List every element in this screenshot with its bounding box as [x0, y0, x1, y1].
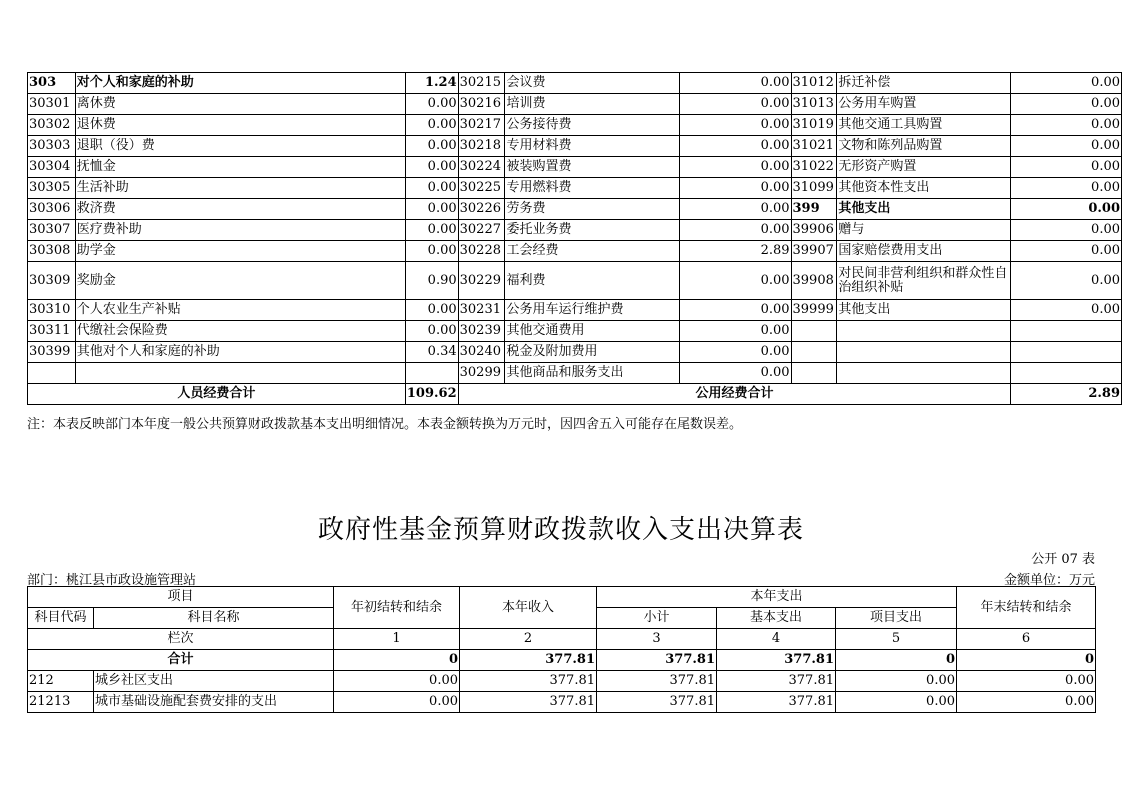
cell-name [837, 342, 1011, 363]
cell-amount: 0.00 [680, 300, 791, 321]
department-label: 部门：桃江县市政设施管理站 [27, 573, 197, 588]
cell-name: 对个人和家庭的补助 [75, 73, 405, 94]
cell-name: 其他资本性支出 [837, 178, 1011, 199]
table-row [28, 671, 1096, 692]
row-value: 377.81 [717, 692, 836, 713]
row-name: 城市基础设施配套费安排的支出 [94, 692, 334, 713]
basic-expenditure-table [27, 72, 1122, 405]
cell-amount: 0.00 [1011, 157, 1122, 178]
cell-code: 30225 [458, 178, 505, 199]
cell-code: 30309 [28, 262, 76, 300]
table-note: 注：本表反映部门本年度一般公共预算财政拨款基本支出明细情况。本表金额转换为万元时，因四舍五入可能存在尾数误差。 [27, 417, 743, 432]
cell-name: 助学金 [75, 241, 405, 262]
cell-amount: 0.00 [680, 199, 791, 220]
col-num: 1 [334, 629, 460, 650]
row-value: 377.81 [717, 671, 836, 692]
table-row [28, 363, 1122, 384]
row-value: 0.00 [957, 692, 1096, 713]
cell-name [837, 363, 1011, 384]
col-num: 6 [957, 629, 1096, 650]
row-value: 377.81 [460, 671, 597, 692]
cell-name: 培训费 [505, 94, 680, 115]
header-row-1 [28, 587, 1096, 608]
cell-amount: 0.00 [1011, 136, 1122, 157]
table-row [28, 300, 1122, 321]
total-label: 合计 [28, 650, 334, 671]
cell-amount [405, 363, 458, 384]
cell-code: 39907 [791, 241, 837, 262]
cell-name: 对民间非营利组织和群众性自治组织补贴 [837, 262, 1011, 300]
cell-name: 其他交通工具购置 [837, 115, 1011, 136]
cell-name: 无形资产购置 [837, 157, 1011, 178]
cell-code: 30240 [458, 342, 505, 363]
header-project-exp: 项目支出 [836, 608, 957, 629]
row-value: 377.81 [460, 692, 597, 713]
cell-amount: 0.00 [680, 73, 791, 94]
cell-amount: 0.00 [680, 94, 791, 115]
cell-code: 31019 [791, 115, 837, 136]
row-value: 0.00 [334, 671, 460, 692]
header-begin-balance: 年初结转和结余 [334, 587, 460, 629]
table-number: 公开 07 表 [1031, 552, 1095, 567]
cell-code [28, 363, 76, 384]
cell-amount: 0.00 [680, 262, 791, 300]
cell-name: 医疗费补助 [75, 220, 405, 241]
table-row [28, 262, 1122, 300]
col-num: 3 [597, 629, 717, 650]
table-row [28, 220, 1122, 241]
row-value: 0.00 [334, 692, 460, 713]
total-value: 377.81 [597, 650, 717, 671]
total-value: 377.81 [460, 650, 597, 671]
cell-amount: 0.00 [405, 220, 458, 241]
cell-name: 离休费 [75, 94, 405, 115]
cell-name: 其他支出 [837, 199, 1011, 220]
cell-amount: 0.00 [1011, 94, 1122, 115]
table-row [28, 136, 1122, 157]
cell-amount: 0.00 [680, 136, 791, 157]
cell-amount: 0.00 [1011, 115, 1122, 136]
total-value: 0 [334, 650, 460, 671]
col-num: 4 [717, 629, 836, 650]
cell-amount: 0.00 [405, 199, 458, 220]
cell-name: 专用材料费 [505, 136, 680, 157]
cell-code: 30239 [458, 321, 505, 342]
cell-code [791, 363, 837, 384]
unit-label: 金额单位：万元 [1003, 573, 1095, 588]
cell-code: 30227 [458, 220, 505, 241]
table-row [28, 321, 1122, 342]
cell-name: 税金及附加费用 [505, 342, 680, 363]
header-basic: 基本支出 [717, 608, 836, 629]
table-row [28, 342, 1122, 363]
section-title: 政府性基金预算财政拨款收入支出决算表 [317, 515, 804, 545]
row-name: 城乡社区支出 [94, 671, 334, 692]
cell-amount: 0.00 [405, 321, 458, 342]
cell-name: 抚恤金 [75, 157, 405, 178]
cell-code: 30305 [28, 178, 76, 199]
cell-name: 拆迁补偿 [837, 73, 1011, 94]
cell-code [791, 342, 837, 363]
header-subtotal: 小计 [597, 608, 717, 629]
cell-amount: 2.89 [680, 241, 791, 262]
cell-code: 31013 [791, 94, 837, 115]
cell-amount: 0.00 [1011, 220, 1122, 241]
total-value: 377.81 [717, 650, 836, 671]
column-index-label: 栏次 [28, 629, 334, 650]
total-value: 0 [957, 650, 1096, 671]
cell-code: 30308 [28, 241, 76, 262]
cell-name: 专用燃料费 [505, 178, 680, 199]
cell-code: 30306 [28, 199, 76, 220]
cell-code: 30303 [28, 136, 76, 157]
cell-code: 30301 [28, 94, 76, 115]
cell-code: 31022 [791, 157, 837, 178]
cell-name [837, 321, 1011, 342]
header-code: 科目代码 [28, 608, 94, 629]
cell-code: 30226 [458, 199, 505, 220]
cell-code: 39906 [791, 220, 837, 241]
cell-name: 其他对个人和家庭的补助 [75, 342, 405, 363]
col-num: 2 [460, 629, 597, 650]
cell-amount: 0.00 [405, 94, 458, 115]
row-value: 377.81 [597, 692, 717, 713]
row-code: 212 [28, 671, 94, 692]
cell-name: 福利费 [505, 262, 680, 300]
cell-amount [1011, 342, 1122, 363]
cell-code: 39908 [791, 262, 837, 300]
cell-name: 其他商品和服务支出 [505, 363, 680, 384]
cell-code: 30304 [28, 157, 76, 178]
cell-code: 30311 [28, 321, 76, 342]
personnel-total-label: 人员经费合计 [28, 384, 406, 405]
cell-amount: 0.00 [1011, 262, 1122, 300]
public-total-label: 公用经费合计 [458, 384, 1011, 405]
cell-code: 30224 [458, 157, 505, 178]
header-end-balance: 年末结转和结余 [957, 587, 1096, 629]
totals-row [28, 384, 1122, 405]
cell-code: 30216 [458, 94, 505, 115]
cell-code: 399 [791, 199, 837, 220]
cell-name: 其他支出 [837, 300, 1011, 321]
cell-name [75, 363, 405, 384]
cell-amount: 0.00 [680, 220, 791, 241]
table-row [28, 73, 1122, 94]
cell-amount [1011, 363, 1122, 384]
cell-code: 31099 [791, 178, 837, 199]
row-code: 21213 [28, 692, 94, 713]
cell-amount: 0.00 [405, 157, 458, 178]
cell-name: 工会经费 [505, 241, 680, 262]
row-value: 0.00 [836, 671, 957, 692]
table-row [28, 115, 1122, 136]
cell-code: 31012 [791, 73, 837, 94]
cell-code: 303 [28, 73, 76, 94]
header-income: 本年收入 [460, 587, 597, 629]
table-row [28, 157, 1122, 178]
cell-code: 30218 [458, 136, 505, 157]
cell-amount: 0.00 [680, 115, 791, 136]
cell-name: 代缴社会保险费 [75, 321, 405, 342]
cell-code [791, 321, 837, 342]
cell-amount: 0.90 [405, 262, 458, 300]
cell-amount: 0.00 [680, 178, 791, 199]
cell-amount: 0.00 [1011, 199, 1122, 220]
column-index-row [28, 629, 1096, 650]
cell-name: 会议费 [505, 73, 680, 94]
cell-code: 30229 [458, 262, 505, 300]
cell-amount: 0.00 [680, 342, 791, 363]
cell-name: 个人农业生产补贴 [75, 300, 405, 321]
header-expense: 本年支出 [597, 587, 957, 608]
cell-amount: 0.00 [405, 241, 458, 262]
cell-amount: 0.00 [680, 157, 791, 178]
cell-amount: 0.00 [680, 321, 791, 342]
cell-name: 国家赔偿费用支出 [837, 241, 1011, 262]
cell-code: 30228 [458, 241, 505, 262]
cell-amount: 0.00 [405, 300, 458, 321]
cell-name: 其他交通费用 [505, 321, 680, 342]
cell-code: 30299 [458, 363, 505, 384]
cell-amount: 1.24 [405, 73, 458, 94]
cell-amount: 0.00 [405, 136, 458, 157]
cell-amount: 0.00 [1011, 73, 1122, 94]
table-row [28, 199, 1122, 220]
cell-name: 委托业务费 [505, 220, 680, 241]
cell-name: 公务接待费 [505, 115, 680, 136]
fund-budget-table [27, 586, 1096, 713]
header-project: 项目 [28, 587, 334, 608]
personnel-total-value: 109.62 [405, 384, 458, 405]
cell-name: 文物和陈列品购置 [837, 136, 1011, 157]
cell-code: 30217 [458, 115, 505, 136]
cell-name: 公务用车购置 [837, 94, 1011, 115]
cell-amount: 0.00 [680, 363, 791, 384]
row-value: 377.81 [597, 671, 717, 692]
total-row [28, 650, 1096, 671]
cell-code: 30231 [458, 300, 505, 321]
cell-code: 30399 [28, 342, 76, 363]
row-value: 0.00 [836, 692, 957, 713]
cell-amount: 0.00 [1011, 178, 1122, 199]
cell-name: 奖励金 [75, 262, 405, 300]
table-row [28, 178, 1122, 199]
table-row [28, 94, 1122, 115]
table-row [28, 241, 1122, 262]
cell-amount: 0.34 [405, 342, 458, 363]
cell-code: 31021 [791, 136, 837, 157]
cell-amount: 0.00 [405, 178, 458, 199]
cell-name: 救济费 [75, 199, 405, 220]
cell-name: 退休费 [75, 115, 405, 136]
cell-amount: 0.00 [1011, 300, 1122, 321]
cell-code: 30310 [28, 300, 76, 321]
cell-code: 30307 [28, 220, 76, 241]
total-value: 0 [836, 650, 957, 671]
row-value: 0.00 [957, 671, 1096, 692]
cell-name: 赠与 [837, 220, 1011, 241]
cell-amount [1011, 321, 1122, 342]
cell-amount: 0.00 [405, 115, 458, 136]
cell-code: 30215 [458, 73, 505, 94]
public-total-value: 2.89 [1011, 384, 1122, 405]
cell-name: 公务用车运行维护费 [505, 300, 680, 321]
cell-name: 退职（役）费 [75, 136, 405, 157]
cell-name: 生活补助 [75, 178, 405, 199]
cell-name: 被装购置费 [505, 157, 680, 178]
header-name: 科目名称 [94, 608, 334, 629]
cell-code: 39999 [791, 300, 837, 321]
table-row [28, 692, 1096, 713]
cell-amount: 0.00 [1011, 241, 1122, 262]
cell-name: 劳务费 [505, 199, 680, 220]
cell-code: 30302 [28, 115, 76, 136]
basic-expenditure-body [28, 73, 1122, 384]
col-num: 5 [836, 629, 957, 650]
